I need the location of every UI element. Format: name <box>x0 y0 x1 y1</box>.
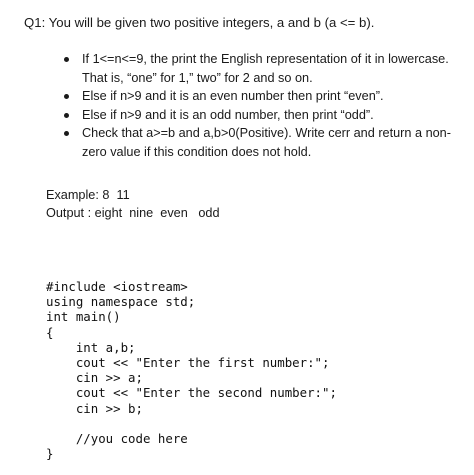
code-line: cin >> b; <box>46 400 143 416</box>
code-line: using namespace std; <box>46 294 196 310</box>
code-line: { <box>46 324 54 340</box>
code-line: //you code here <box>46 430 188 446</box>
rule-item <box>62 106 466 125</box>
example-input: Example: 8 11 <box>46 188 130 202</box>
code-line: cout << "Enter the first number:"; <box>46 354 330 370</box>
code-line: int main() <box>46 309 121 325</box>
code-block <box>46 279 337 461</box>
code-line: int a,b; <box>46 339 136 355</box>
rule-text: Else if n>9 and it is an even number then print “even”. <box>82 89 384 103</box>
rule-item <box>62 87 466 106</box>
rule-text: Check that a>=b and a,b>0(Positive). Write cerr and return a non-zero value if this condition does not hold. <box>82 126 451 159</box>
code-line: cin >> a; <box>46 370 143 386</box>
bullet-icon <box>64 94 69 99</box>
rule-text: Else if n>9 and it is an odd number, then print “odd”. <box>82 107 374 122</box>
code-line: #include <iostream> <box>46 279 188 294</box>
bullet-icon <box>64 57 69 62</box>
code-line: } <box>46 446 54 462</box>
question-heading: Q1: You will be given two positive integers, a and b (a <= b). <box>24 15 375 30</box>
rule-item <box>62 124 466 161</box>
rule-text: If 1<=n<=9, the print the English representation of it in lowercase. That is, “one” for 1,” two” for 2 and so on. <box>82 52 449 85</box>
bullet-icon <box>64 131 69 136</box>
example-output: Output : eight nine even odd <box>46 206 220 220</box>
code-line <box>46 416 337 431</box>
rules-list <box>62 50 466 161</box>
rule-item <box>62 50 466 87</box>
bullet-icon <box>64 113 69 118</box>
code-line: cout << "Enter the second number:"; <box>46 385 337 401</box>
